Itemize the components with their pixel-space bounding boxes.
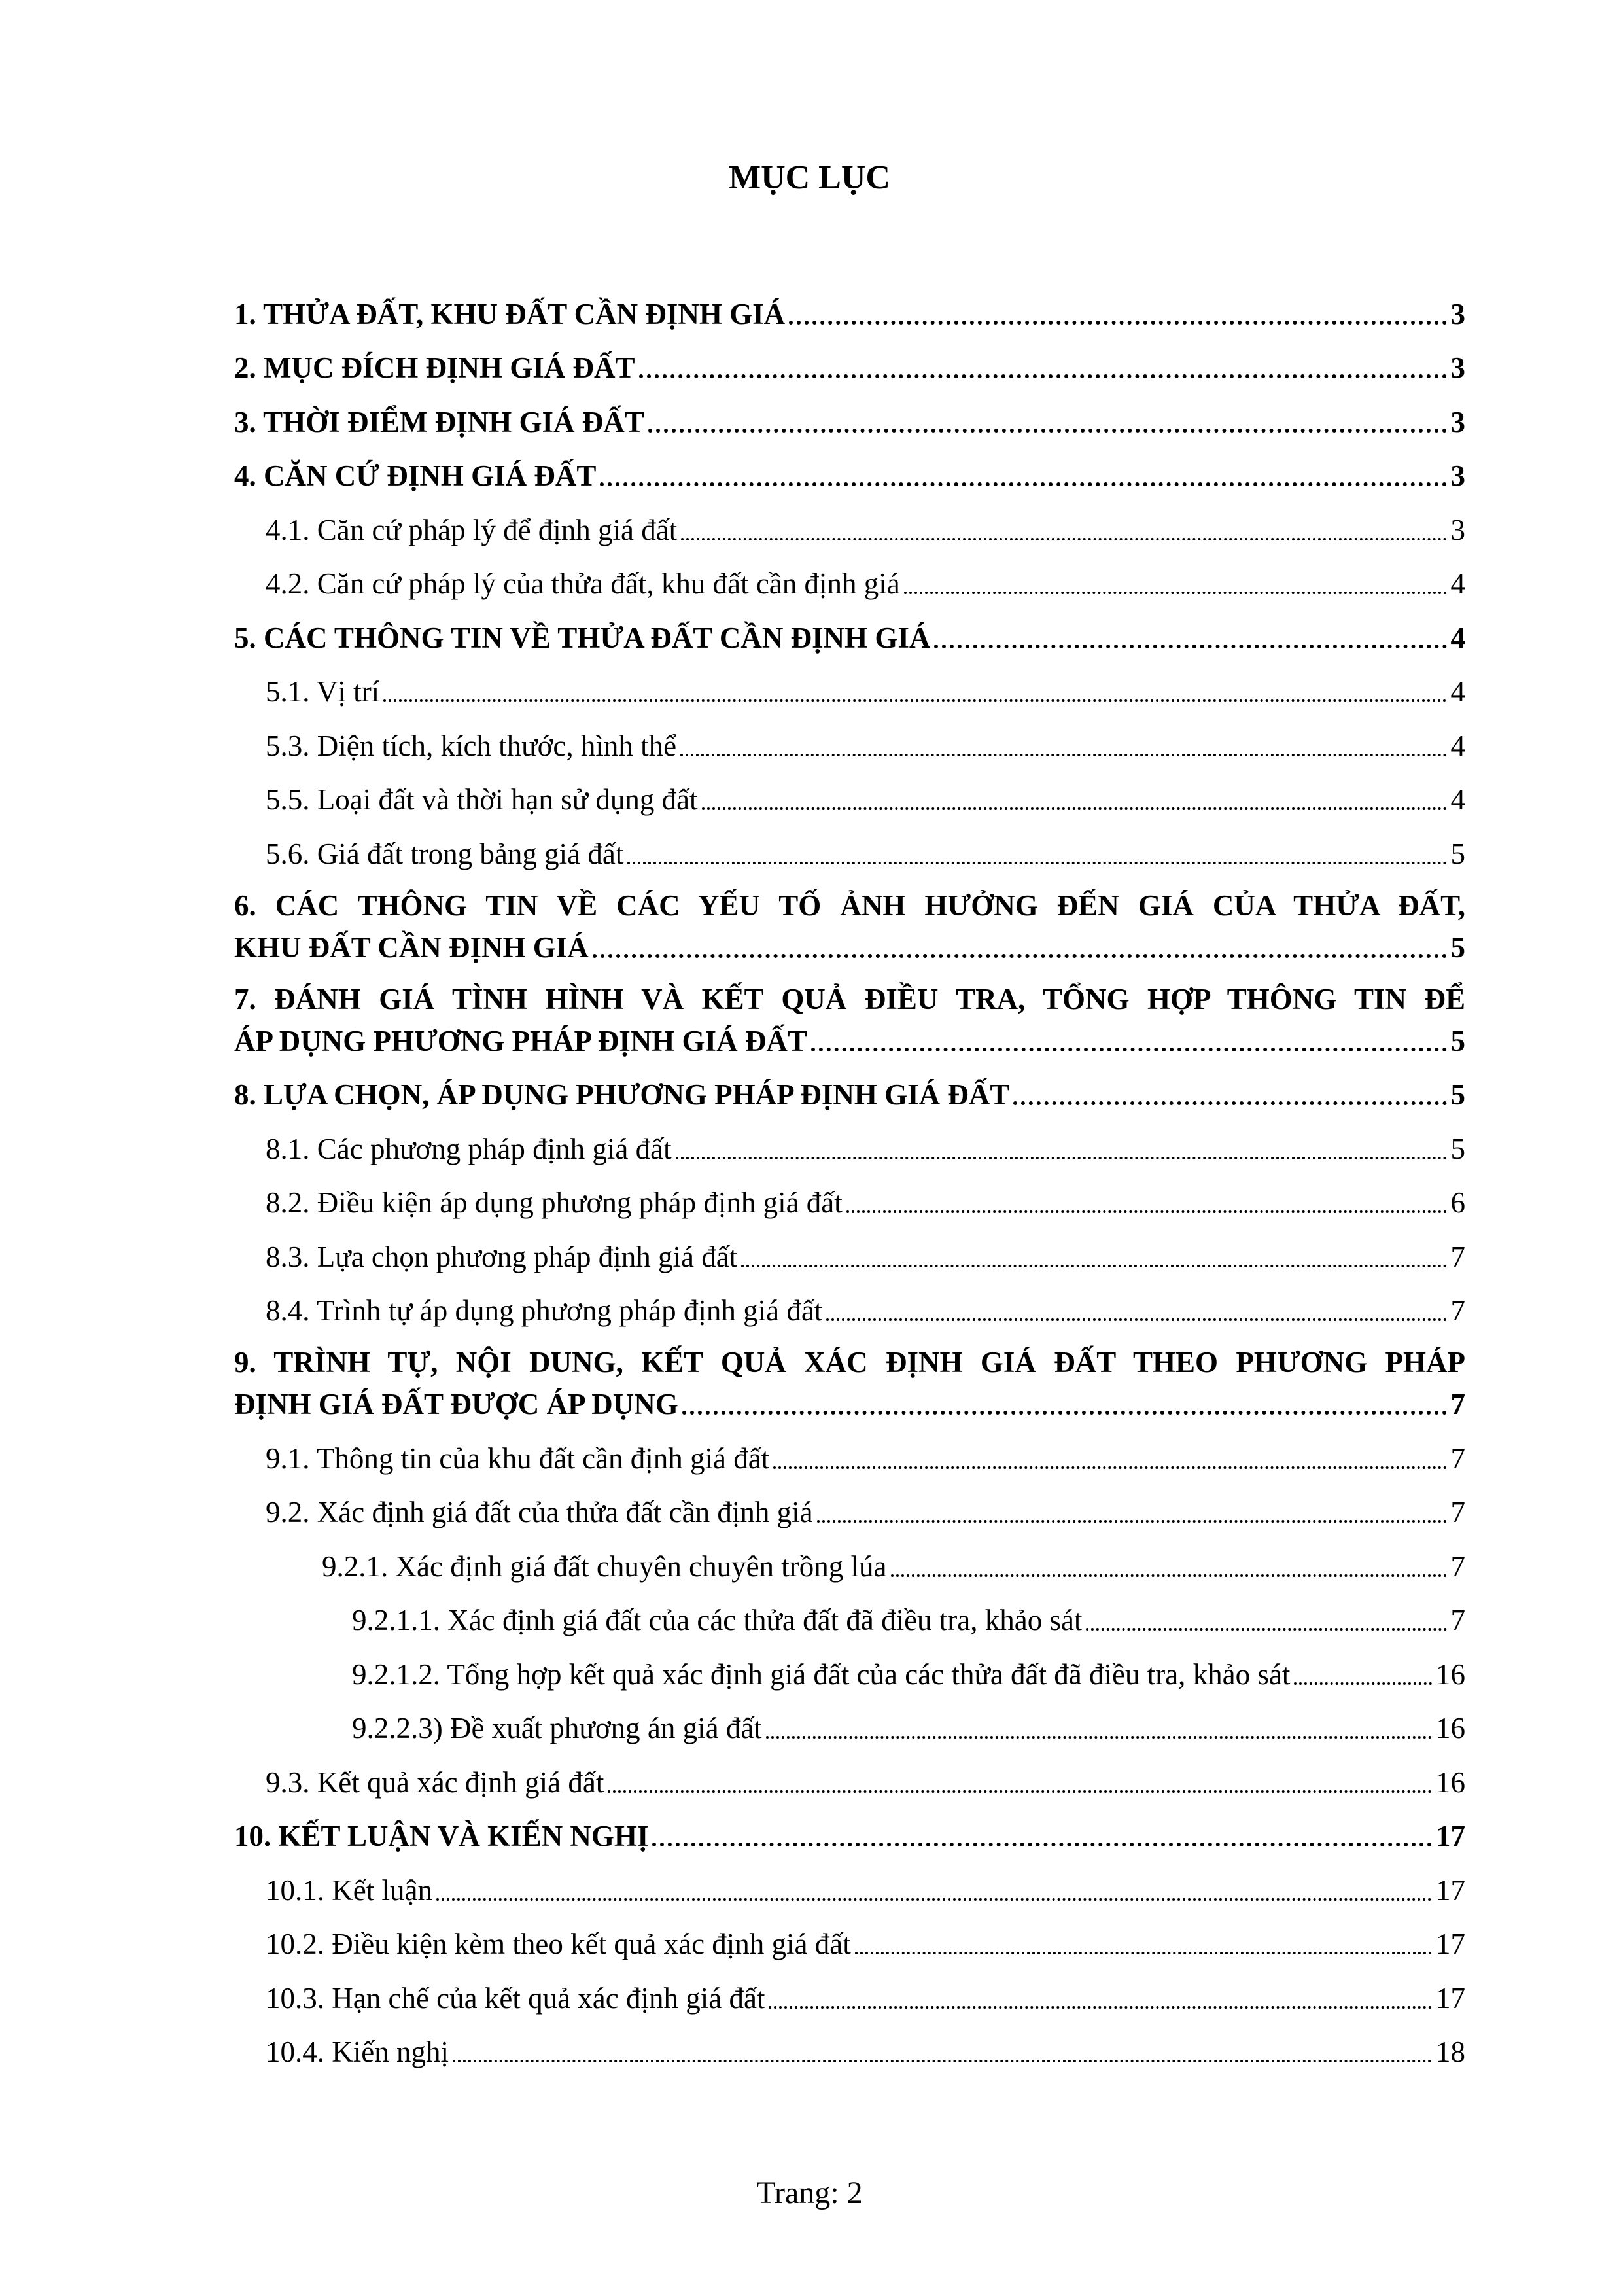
toc-entry[interactable]: [234, 2017, 1465, 2071]
toc-entry-text: 9.1. Thông tin của khu đất cần định giá đất: [266, 1441, 770, 1475]
toc-page-number: 3: [1450, 405, 1465, 438]
toc-entry-text: 8.3. Lựa chọn phương pháp định giá đất: [266, 1240, 738, 1273]
dot-leader: [1294, 1682, 1432, 1685]
toc-entry-text: 9.2.2.3) Đề xuất phương án giá đất: [352, 1712, 762, 1744]
toc-entry-text: 8.4. Trình tự áp dụng phương pháp định giá đất: [266, 1294, 823, 1327]
dot-leader: [453, 2060, 1432, 2062]
toc-page-number: 17: [1436, 1873, 1465, 1907]
toc-page-number: 3: [1450, 513, 1465, 546]
dot-leader: [855, 1952, 1432, 1954]
dot-leader: [681, 538, 1446, 540]
dot-leader: [811, 1048, 1447, 1051]
toc-page-number: 3: [1450, 297, 1465, 330]
toc-entry-text: 5.6. Giá đất trong bảng giá đất: [266, 837, 624, 870]
toc-entry-text: 9.3. Kết quả xác định giá đất: [266, 1765, 604, 1799]
toc-entry-text: 4.1. Căn cứ pháp lý để định giá đất: [266, 513, 678, 546]
toc-page-number: 7: [1450, 1604, 1465, 1636]
dot-leader: [676, 1157, 1447, 1159]
toc-entry-text: 9.2.1. Xác định giá đất chuyên chuyên trồng lúa: [322, 1549, 887, 1583]
dot-leader: [741, 1265, 1446, 1267]
toc-entry-text: 10.1. Kết luận: [266, 1873, 432, 1907]
toc-entry-text: 8.2. Điều kiện áp dụng phương pháp định giá đất: [266, 1186, 843, 1219]
toc-page-number: 3: [1450, 351, 1465, 384]
toc-entry[interactable]: [234, 1638, 1465, 1693]
dot-leader: [766, 1736, 1432, 1739]
toc-page-number: 5: [1450, 930, 1465, 964]
toc-entry[interactable]: [234, 1329, 1465, 1422]
toc-entry[interactable]: [234, 1167, 1465, 1222]
toc-entry-text: 8. LỰA CHỌN, ÁP DỤNG PHƯƠNG PHÁP ĐỊNH GIÁ ĐẤT: [234, 1078, 1010, 1111]
dot-leader: [639, 374, 1447, 378]
toc-entry[interactable]: [234, 332, 1465, 387]
toc-entry[interactable]: [234, 764, 1465, 819]
dot-leader: [652, 1843, 1432, 1846]
dot-leader: [682, 1411, 1447, 1415]
toc-entry-text: 5.3. Diện tích, kích thước, hình thể: [266, 729, 677, 762]
toc-entry-text: 9.2.1.1. Xác định giá đất của các thửa đất đã điều tra, khảo sát: [352, 1604, 1083, 1636]
toc-entry-text: 1. THỬA ĐẤT, KHU ĐẤT CẦN ĐỊNH GIÁ: [234, 297, 786, 330]
toc-entry-text-line1: 7. ĐÁNH GIÁ TÌNH HÌNH VÀ KẾT QUẢ ĐIỀU TRA, TỔNG HỢP THÔNG TIN ĐỂ: [234, 982, 1465, 1016]
toc-page-number: 4: [1450, 621, 1465, 654]
toc-page-number: 4: [1450, 567, 1465, 600]
dot-leader: [702, 807, 1447, 810]
toc-page-number: 7: [1450, 1549, 1465, 1583]
dot-leader: [826, 1318, 1446, 1321]
toc-entry-text-line1: 6. CÁC THÔNG TIN VỀ CÁC YẾU TỐ ẢNH HƯỞNG ĐẾN GIÁ CỦA THỬA ĐẤT,: [234, 889, 1465, 922]
toc-page-number: 7: [1450, 1294, 1465, 1327]
table-of-contents: [234, 278, 1465, 2070]
toc-page-number: 6: [1450, 1186, 1465, 1219]
toc-entry[interactable]: [234, 1909, 1465, 1963]
toc-entry-text-line2: KHU ĐẤT CẦN ĐỊNH GIÁ: [234, 930, 589, 964]
toc-page-number: 7: [1450, 1496, 1465, 1528]
toc-page-number: 7: [1450, 1240, 1465, 1273]
toc-entry-text-line1: 9. TRÌNH TỰ, NỘI DUNG, KẾT QUẢ XÁC ĐỊNH GIÁ ĐẤT THEO PHƯƠNG PHÁP: [234, 1346, 1465, 1379]
toc-entry[interactable]: [234, 1801, 1465, 1855]
toc-page-number: 4: [1450, 783, 1465, 816]
toc-page-number: 4: [1450, 675, 1465, 708]
toc-entry-text: 10.2. Điều kiện kèm theo kết quả xác định giá đất: [266, 1928, 851, 1960]
dot-leader: [680, 754, 1446, 756]
dot-leader: [904, 592, 1447, 594]
toc-entry-text: 4. CĂN CỨ ĐỊNH GIÁ ĐẤT: [234, 459, 597, 492]
toc-page-number: 18: [1436, 2036, 1465, 2068]
toc-page-number: 5: [1450, 837, 1465, 870]
toc-entry-text: 9.2. Xác định giá đất của thửa đất cần định giá: [266, 1496, 813, 1528]
toc-entry[interactable]: [234, 1854, 1465, 1909]
dot-leader: [436, 1898, 1432, 1901]
dot-leader: [383, 699, 1446, 702]
dot-leader: [817, 1520, 1447, 1523]
toc-entry-text: 5. CÁC THÔNG TIN VỀ THỬA ĐẤT CẦN ĐỊNH GIÁ: [234, 621, 931, 654]
toc-entry[interactable]: [234, 1746, 1465, 1801]
dot-leader: [846, 1210, 1447, 1213]
toc-entry-text: 10. KẾT LUẬN VÀ KIẾN NGHỊ: [234, 1820, 649, 1852]
toc-entry[interactable]: [234, 818, 1465, 872]
dot-leader: [789, 321, 1446, 325]
dot-leader: [773, 1466, 1446, 1469]
toc-page-number: 16: [1436, 1712, 1465, 1744]
toc-entry-text: 3. THỜI ĐIỂM ĐỊNH GIÁ ĐẤT: [234, 405, 644, 438]
toc-entry[interactable]: [234, 966, 1465, 1059]
toc-page-number: 7: [1450, 1441, 1465, 1475]
toc-entry[interactable]: [234, 548, 1465, 603]
dot-leader: [648, 429, 1447, 433]
toc-page-number: 16: [1436, 1657, 1465, 1691]
dot-leader: [608, 1790, 1432, 1793]
toc-entry-text: 5.5. Loại đất và thời hạn sử dụng đất: [266, 783, 698, 816]
toc-page-number: 3: [1450, 459, 1465, 492]
dot-leader: [1086, 1628, 1446, 1631]
toc-entry[interactable]: [234, 872, 1465, 966]
toc-page-number: 16: [1436, 1765, 1465, 1799]
dot-leader: [891, 1574, 1447, 1577]
page-title: MỤC LỤC: [729, 159, 890, 196]
toc-entry[interactable]: [234, 602, 1465, 656]
toc-entry-text: 8.1. Các phương pháp định giá đất: [266, 1132, 672, 1165]
toc-entry[interactable]: [234, 710, 1465, 764]
toc-entry[interactable]: [234, 278, 1465, 332]
toc-entry[interactable]: [234, 1113, 1465, 1167]
toc-entry[interactable]: [234, 1477, 1465, 1531]
toc-entry-text: 10.3. Hạn chế của kết quả xác định giá đất: [266, 1981, 765, 2015]
toc-entry[interactable]: [234, 1530, 1465, 1585]
toc-entry[interactable]: [234, 1275, 1465, 1330]
toc-entry[interactable]: [234, 1693, 1465, 1747]
toc-entry-text: 2. MỤC ĐÍCH ĐỊNH GIÁ ĐẤT: [234, 351, 635, 384]
toc-entry-text-line2: ĐỊNH GIÁ ĐẤT ĐƯỢC ÁP DỤNG: [234, 1388, 678, 1421]
toc-page-number: 17: [1436, 1928, 1465, 1960]
toc-page-number: 4: [1450, 729, 1465, 762]
page-footer: Trang: 2: [756, 2176, 863, 2210]
toc-entry-text-line2: ÁP DỤNG PHƯƠNG PHÁP ĐỊNH GIÁ ĐẤT: [234, 1024, 807, 1057]
dot-leader: [1013, 1101, 1446, 1105]
toc-entry-text: 9.2.1.2. Tổng hợp kết quả xác định giá đất của các thửa đất đã điều tra, khảo sát: [352, 1657, 1291, 1691]
toc-entry[interactable]: [234, 494, 1465, 548]
dot-leader: [769, 2006, 1432, 2009]
toc-entry[interactable]: [234, 1221, 1465, 1275]
toc-page-number: 5: [1450, 1132, 1465, 1165]
toc-entry[interactable]: [234, 386, 1465, 440]
dot-leader: [593, 954, 1447, 958]
dot-leader: [934, 645, 1446, 648]
dot-leader: [600, 482, 1446, 486]
toc-entry-text: 10.4. Kiến nghị: [266, 2036, 449, 2068]
toc-entry[interactable]: [234, 656, 1465, 711]
toc-page-number: 5: [1450, 1024, 1465, 1057]
toc-entry-text: 5.1. Vị trí: [266, 675, 380, 708]
toc-entry[interactable]: [234, 1422, 1465, 1477]
toc-entry[interactable]: [234, 1059, 1465, 1114]
toc-entry[interactable]: [234, 440, 1465, 495]
toc-entry[interactable]: [234, 1585, 1465, 1639]
toc-entry-text: 4.2. Căn cứ pháp lý của thửa đất, khu đất cần định giá: [266, 567, 900, 600]
toc-entry[interactable]: [234, 1962, 1465, 2017]
toc-page-number: 5: [1450, 1078, 1465, 1111]
toc-page-number: 17: [1436, 1820, 1465, 1852]
dot-leader: [627, 862, 1446, 864]
toc-page-number: 7: [1450, 1388, 1465, 1421]
toc-page-number: 17: [1436, 1981, 1465, 2015]
